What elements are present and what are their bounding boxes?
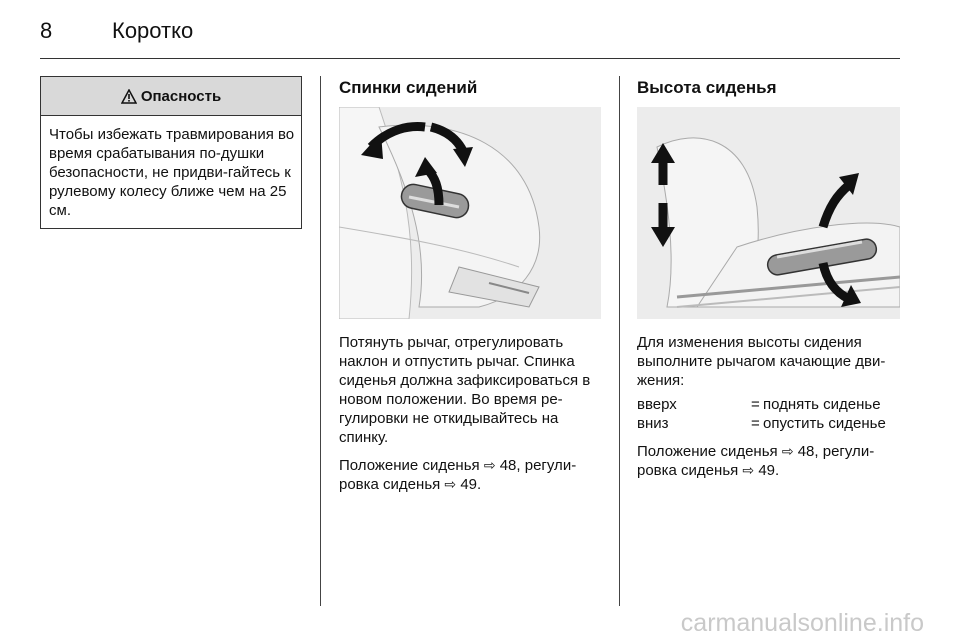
page-header (40, 18, 193, 44)
direction-table (637, 395, 886, 433)
backrest-heading: Спинки сидений (339, 78, 478, 97)
backrest-illustration (339, 107, 601, 319)
seat-height-text: Для изменения высоты сидения выполните рычагом качающие дви-жения: (637, 334, 886, 389)
reference-arrow-icon: ⇨ (781, 443, 794, 459)
column-divider-2 (619, 76, 620, 606)
column-divider-1 (320, 76, 321, 606)
backrest-reference: Положение сиденья ⇨ 48, регули-ровка сиденья ⇨ 49. (339, 457, 577, 493)
seat-height-illustration (637, 107, 900, 319)
backrest-text: Потянуть рычаг, отрегулировать наклон и отпустить рычаг. Спинка сиденья должна зафиксироваться в новом положении. Во время ре-гулировки не откидывайтесь на спинку. (339, 334, 591, 446)
page-number: 8 (40, 18, 53, 43)
header-divider (40, 58, 900, 59)
page-title: Коротко (112, 18, 194, 43)
reference-arrow-icon: ⇨ (444, 476, 457, 492)
seat-height-section (637, 78, 900, 489)
warning-header (41, 77, 301, 116)
warning-text: Чтобы избежать травмирования во время срабатывания по-душки безопасности, не придви-гайтесь к рулевому колесу ближе чем на 25 см. (49, 126, 295, 219)
table-row (637, 395, 886, 414)
direction-desc: опустить сиденье (763, 415, 886, 432)
direction-desc: поднять сиденье (763, 396, 881, 413)
direction-term: вверх (637, 396, 677, 413)
direction-eq: = (751, 415, 760, 432)
warning-title: Опасность (140, 87, 222, 105)
backrest-section (339, 78, 601, 503)
table-row (637, 414, 886, 433)
seat-height-reference: Положение сиденья ⇨ 48, регули-ровка сиденья ⇨ 49. (637, 443, 875, 479)
direction-eq: = (751, 396, 760, 413)
warning-triangle-icon (121, 89, 137, 104)
seat-height-heading: Высота сиденья (637, 78, 777, 97)
warning-box (40, 76, 302, 229)
direction-term: вниз (637, 415, 669, 432)
reference-arrow-icon: ⇨ (742, 462, 755, 478)
watermark: carmanualsonline.info (680, 609, 924, 637)
reference-arrow-icon: ⇨ (483, 457, 496, 473)
